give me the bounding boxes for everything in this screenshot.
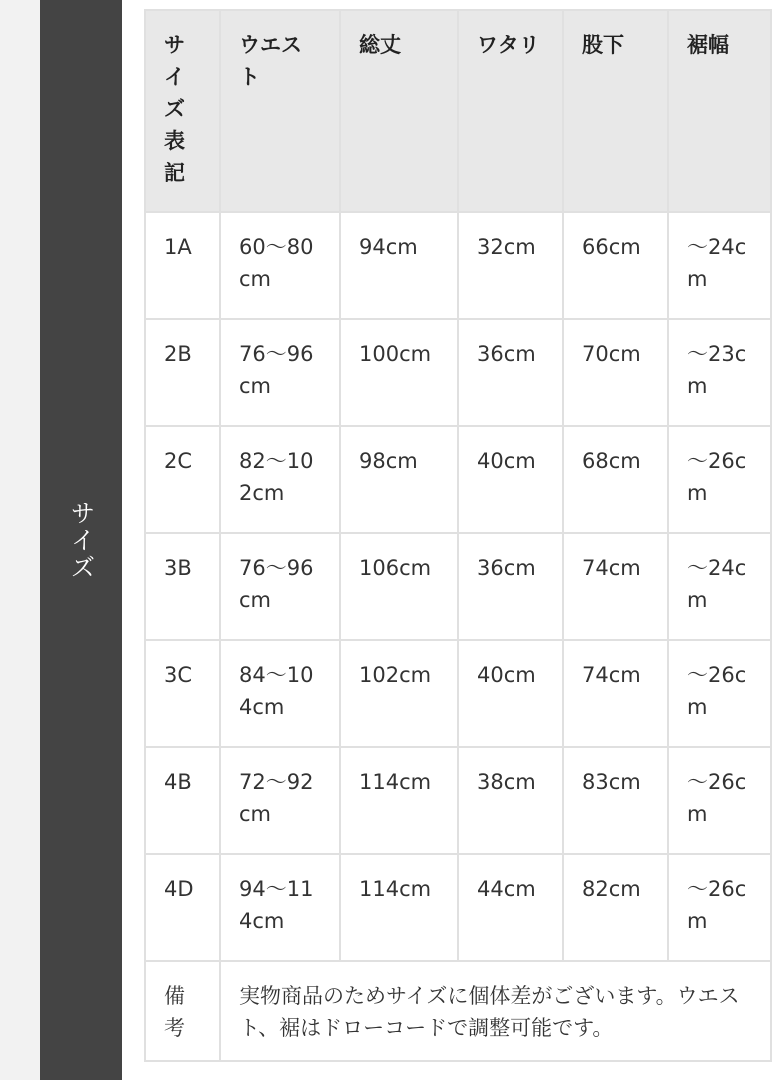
table-row [145, 533, 771, 640]
cell-total-length: 94cm [340, 212, 458, 319]
header-row [145, 10, 771, 212]
left-gutter [0, 0, 40, 1080]
cell-thigh: 36cm [458, 319, 563, 426]
table-row [145, 426, 771, 533]
cell-size: 4D [145, 854, 220, 961]
cell-thigh: 40cm [458, 426, 563, 533]
table-row [145, 212, 771, 319]
cell-size: 1A [145, 212, 220, 319]
table-row [145, 319, 771, 426]
cell-inseam: 68cm [563, 426, 668, 533]
cell-thigh: 44cm [458, 854, 563, 961]
cell-waist: 72〜92cm [220, 747, 340, 854]
cell-waist: 94〜114cm [220, 854, 340, 961]
cell-total-length: 100cm [340, 319, 458, 426]
cell-thigh: 36cm [458, 533, 563, 640]
cell-thigh: 32cm [458, 212, 563, 319]
cell-waist: 82〜102cm [220, 426, 340, 533]
header-inseam: 股下 [563, 10, 668, 212]
cell-hem-width: 〜26cm [668, 854, 771, 961]
cell-hem-width: 〜24cm [668, 212, 771, 319]
side-header-label: サイズ [67, 499, 96, 581]
cell-hem-width: 〜26cm [668, 426, 771, 533]
note-row [145, 961, 771, 1061]
cell-size: 4B [145, 747, 220, 854]
cell-size: 2C [145, 426, 220, 533]
cell-hem-width: 〜26cm [668, 640, 771, 747]
cell-waist: 60〜80cm [220, 212, 340, 319]
header-thigh: ワタリ [458, 10, 563, 212]
cell-hem-width: 〜26cm [668, 747, 771, 854]
side-header [40, 0, 122, 1080]
cell-inseam: 74cm [563, 640, 668, 747]
cell-hem-width: 〜23cm [668, 319, 771, 426]
cell-inseam: 83cm [563, 747, 668, 854]
cell-size: 3C [145, 640, 220, 747]
table-row [145, 640, 771, 747]
table-row [145, 747, 771, 854]
note-label: 備考 [145, 961, 220, 1061]
cell-waist: 76〜96cm [220, 319, 340, 426]
cell-thigh: 38cm [458, 747, 563, 854]
cell-inseam: 82cm [563, 854, 668, 961]
cell-inseam: 74cm [563, 533, 668, 640]
table-container [122, 0, 784, 1080]
cell-size: 2B [145, 319, 220, 426]
cell-inseam: 66cm [563, 212, 668, 319]
size-table [144, 9, 772, 1062]
header-total-length: 総丈 [340, 10, 458, 212]
cell-total-length: 102cm [340, 640, 458, 747]
cell-inseam: 70cm [563, 319, 668, 426]
header-size-label: サイズ表記 [145, 10, 220, 212]
cell-total-length: 114cm [340, 747, 458, 854]
header-hem-width: 裾幅 [668, 10, 771, 212]
cell-waist: 76〜96cm [220, 533, 340, 640]
cell-total-length: 114cm [340, 854, 458, 961]
cell-waist: 84〜104cm [220, 640, 340, 747]
cell-hem-width: 〜24cm [668, 533, 771, 640]
cell-total-length: 106cm [340, 533, 458, 640]
table-row [145, 854, 771, 961]
header-waist: ウエスト [220, 10, 340, 212]
cell-thigh: 40cm [458, 640, 563, 747]
cell-size: 3B [145, 533, 220, 640]
note-text: 実物商品のためサイズに個体差がございます。ウエスト、裾はドローコードで調整可能です。 [220, 961, 771, 1061]
cell-total-length: 98cm [340, 426, 458, 533]
